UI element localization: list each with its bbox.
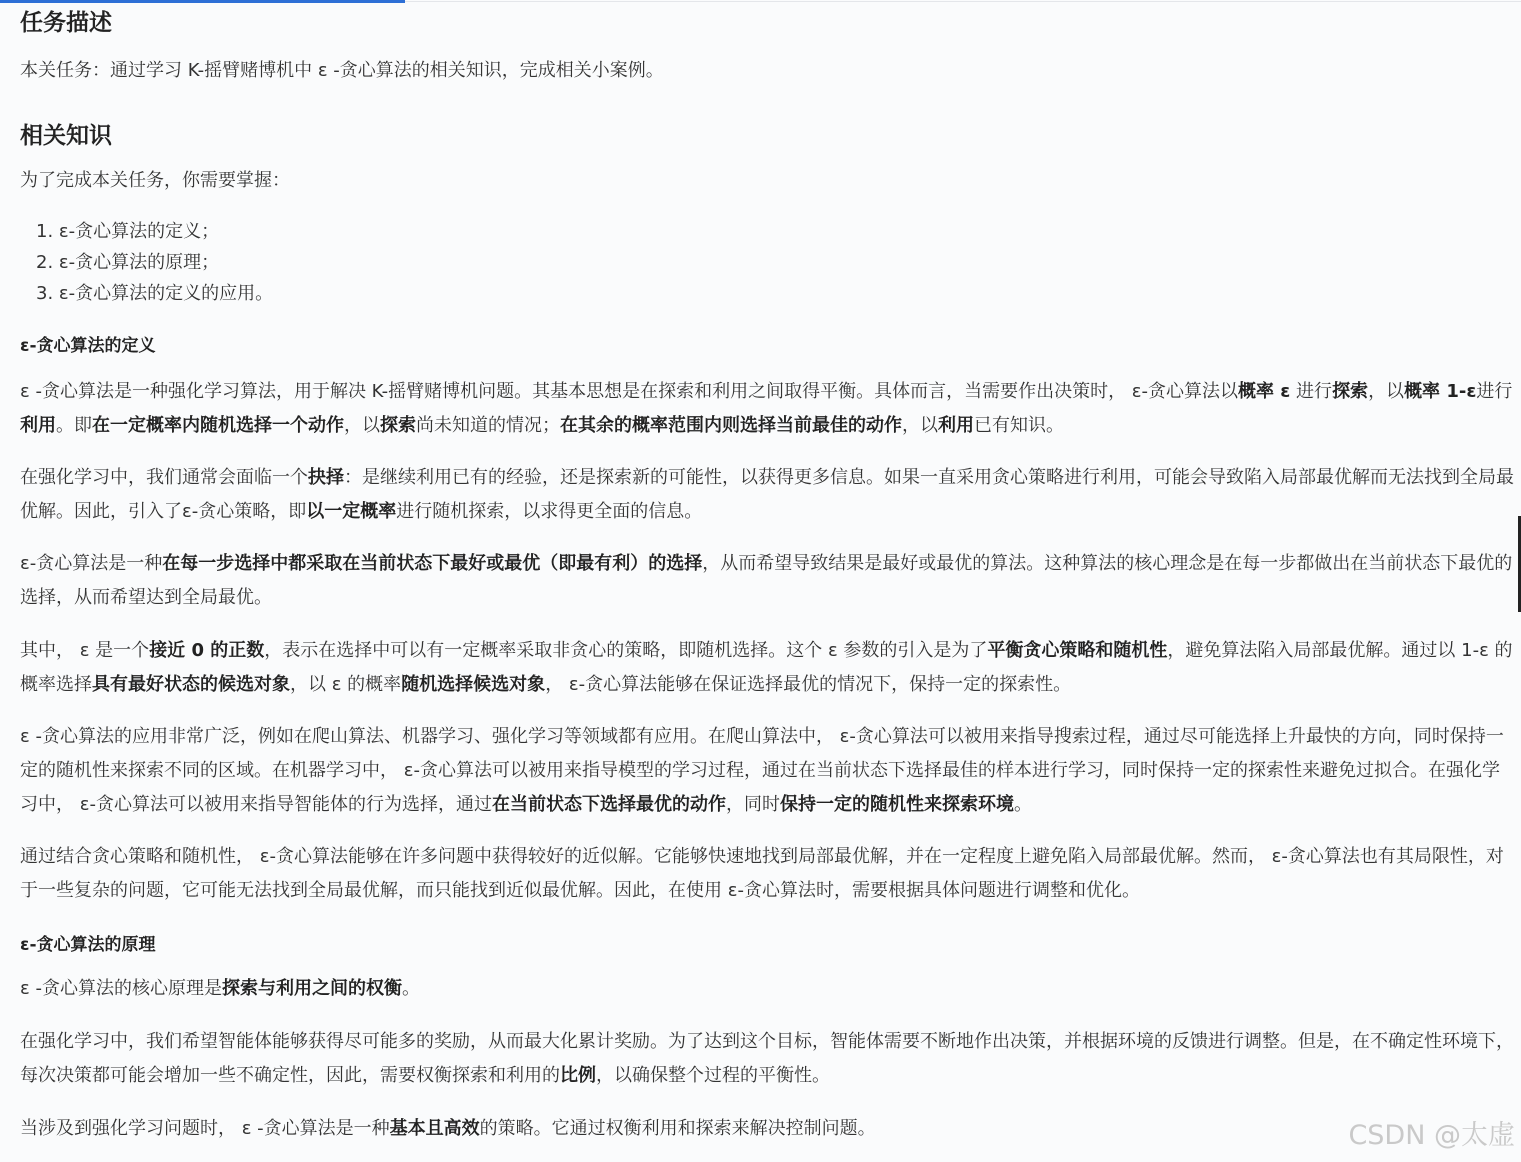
knowledge-heading: 相关知识 [20,123,112,149]
principle-heading: ε-贪心算法的原理 [20,935,156,955]
task-heading: 任务描述 [20,10,112,36]
definition-paragraph-2: 在强化学习中，我们通常会面临一个抉择：是继续利用已有的经验，还是探索新的可能性，以获得更多信息。如果一直采用贪心策略进行利用，可能会导致陷入局部最优解而无法找到全局最优解。因此，引入了ε-贪心策略，即以一定概率进行随机探索，以求得更全面的信息。 [20,467,1514,522]
principle-paragraph-1: ε -贪心算法的核心原理是探索与利用之间的权衡。 [20,978,420,999]
definition-paragraph-6: 通过结合贪心策略和随机性， ε-贪心算法能够在许多问题中获得较好的近似解。它能够快速地找到局部最优解，并在一定程度上避免陷入局部最优解。然而， ε-贪心算法也有其局限性，对于一些复杂的问题，它可能无法找到全局最优解，而只能找到近似最优解。因此，在使用 ε-贪心算法时，需要根据具体问题进行调整和优化。 [20,846,1504,901]
definition-heading: ε-贪心算法的定义 [20,336,156,356]
principle-paragraph-2: 在强化学习中，我们希望智能体能够获得尽可能多的奖励，从而最大化累计奖励。为了达到这个目标，智能体需要不断地作出决策，并根据环境的反馈进行调整。但是，在不确定性环境下，每次决策都可能会增加一些不确定性，因此，需要权衡探索和利用的比例，以确保整个过程的平衡性。 [20,1031,1514,1086]
principle-paragraph-3: 当涉及到强化学习问题时， ε -贪心算法是一种基本且高效的策略。它通过权衡利用和探索来解决控制问题。 [20,1118,876,1139]
reading-progress-bar [0,0,405,3]
csdn-watermark: CSDN @太虚 [1348,1120,1515,1151]
list-item: 1. ε-贪心算法的定义； [36,221,220,242]
list-item: 2. ε-贪心算法的原理； [36,252,220,273]
knowledge-list [20,220,273,313]
top-divider [405,1,1521,2]
list-item: 3. ε-贪心算法的定义的应用。 [36,283,274,304]
definition-paragraph-4: 其中， ε 是一个接近 0 的正数，表示在选择中可以有一定概率采取非贪心的策略，即随机选择。这个 ε 参数的引入是为了平衡贪心策略和随机性，避免算法陷入局部最优解。通过以 1-ε 的概率选择具有最好状态的候选对象，以 ε 的概率随机选择候选对象， ε-贪心算法能够在保证选择最优的情况下，保持一定的探索性。 [20,640,1513,695]
definition-paragraph-5: ε -贪心算法的应用非常广泛，例如在爬山算法、机器学习、强化学习等领域都有应用。在爬山算法中， ε-贪心算法可以被用来指导搜索过程，通过尽可能选择上升最快的方向，同时保持一定的随机性来探索不同的区域。在机器学习中， ε-贪心算法可以被用来指导模型的学习过程，通过在当前状态下选择最佳的样本进行学习，同时保持一定的探索性来避免过拟合。在强化学习中， ε-贪心算法可以被用来指导智能体的行为选择，通过在当前状态下选择最优的动作，同时保持一定的随机性来探索环境。 [20,726,1504,815]
definition-paragraph-1: ε -贪心算法是一种强化学习算法，用于解决 K-摇臂赌博机问题。其基本思想是在探索和利用之间取得平衡。具体而言，当需要作出决策时， ε-贪心算法以概率 ε 进行探索，以概率 1-ε进行利用。即在一定概率内随机选择一个动作，以探索尚未知道的情况；在其余的概率范围内则选择当前最佳的动作，以利用已有知识。 [20,381,1513,436]
knowledge-intro: 为了完成本关任务，你需要掌握： [20,170,290,191]
definition-paragraph-3: ε-贪心算法是一种在每一步选择中都采取在当前状态下最好或最优（即最有利）的选择，从而希望导致结果是最好或最优的算法。这种算法的核心理念是在每一步都做出在当前状态下最优的选择，从而希望达到全局最优。 [20,553,1513,608]
task-text: 本关任务：通过学习 K-摇臂赌博机中 ε -贪心算法的相关知识，完成相关小案例。 [20,60,664,81]
